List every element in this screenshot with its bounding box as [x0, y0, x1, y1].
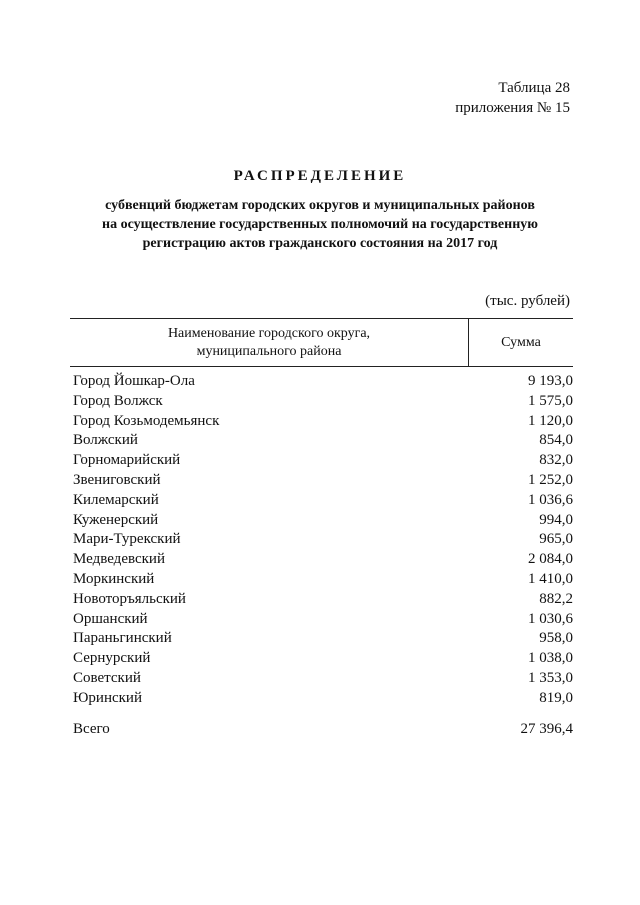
subheading-line: субвенций бюджетам городских округов и муниципальных районов: [105, 198, 535, 213]
total-value: 27 396,4: [520, 721, 573, 737]
row-value: 958,0: [539, 630, 573, 647]
column-header-name-line: муниципального района: [196, 343, 342, 359]
row-value: 882,2: [539, 590, 573, 607]
row-value: 832,0: [539, 452, 573, 469]
table-row: [73, 689, 573, 709]
row-value: 994,0: [539, 511, 573, 528]
table-row: [73, 511, 573, 531]
table-row: [73, 550, 573, 570]
row-name: Новоторъяльский: [73, 590, 186, 607]
row-value: 1 410,0: [528, 570, 573, 587]
table-number: Таблица 28: [498, 80, 570, 96]
row-value: 1 030,6: [528, 610, 573, 627]
table-row: [73, 431, 573, 451]
document-subheading: [70, 196, 570, 253]
row-value: 965,0: [539, 531, 573, 548]
table-row: [73, 629, 573, 649]
column-header-name-line: Наименование городского округа,: [167, 325, 371, 341]
row-name: Куженерский: [73, 511, 159, 528]
row-name: Город Йошкар-Ола: [73, 373, 195, 389]
row-name: Моркинский: [73, 570, 155, 587]
subheading-line: регистрацию актов гражданского состояния на 2017 год: [142, 236, 498, 251]
table-reference: [455, 78, 570, 118]
table-body: [73, 372, 573, 709]
row-value: 1 252,0: [528, 471, 573, 488]
table-row: [73, 471, 573, 491]
row-name: Медведевский: [73, 551, 165, 568]
table-row: [73, 649, 573, 669]
table-row: [73, 372, 573, 392]
row-name: Килемарский: [73, 491, 159, 508]
column-header-name: [70, 319, 469, 366]
table-header: [70, 318, 573, 367]
row-name: Параньгинский: [73, 630, 172, 647]
appendix-number: приложения № 15: [455, 100, 570, 116]
row-value: 9 193,0: [528, 373, 573, 389]
row-name: Город Козьмодемьянск: [73, 412, 220, 429]
document-heading: РАСПРЕДЕЛЕНИЕ: [233, 168, 407, 184]
row-name: Мари-Турекский: [73, 531, 181, 548]
column-header-sum: Сумма: [501, 334, 541, 350]
table-row: [73, 491, 573, 511]
table-row: [73, 451, 573, 471]
row-name: Сернурский: [73, 650, 151, 667]
row-value: 819,0: [539, 689, 573, 706]
row-name: Волжский: [73, 432, 138, 449]
row-value: 1 353,0: [528, 669, 573, 686]
total-row: [73, 719, 573, 739]
total-label: Всего: [73, 721, 110, 737]
table-row: [73, 669, 573, 689]
row-value: 854,0: [539, 432, 573, 449]
row-name: Оршанский: [73, 610, 148, 627]
row-value: 1 120,0: [528, 412, 573, 429]
table-row: [73, 610, 573, 630]
row-value: 1 575,0: [528, 392, 573, 409]
table-row: [73, 590, 573, 610]
table-row: [73, 570, 573, 590]
row-value: 1 038,0: [528, 650, 573, 667]
row-value: 2 084,0: [528, 551, 573, 568]
row-name: Звениговский: [73, 471, 161, 488]
subheading-line: на осуществление государственных полномочий на государственную: [102, 217, 538, 232]
units-label: (тыс. рублей): [485, 293, 570, 309]
row-value: 1 036,6: [528, 491, 573, 508]
row-name: Город Волжск: [73, 392, 163, 409]
row-name: Горномарийский: [73, 452, 181, 469]
row-name: Юринский: [73, 689, 142, 706]
table-row: [73, 412, 573, 432]
table-row: [73, 530, 573, 550]
row-name: Советский: [73, 669, 141, 686]
table-row: [73, 392, 573, 412]
